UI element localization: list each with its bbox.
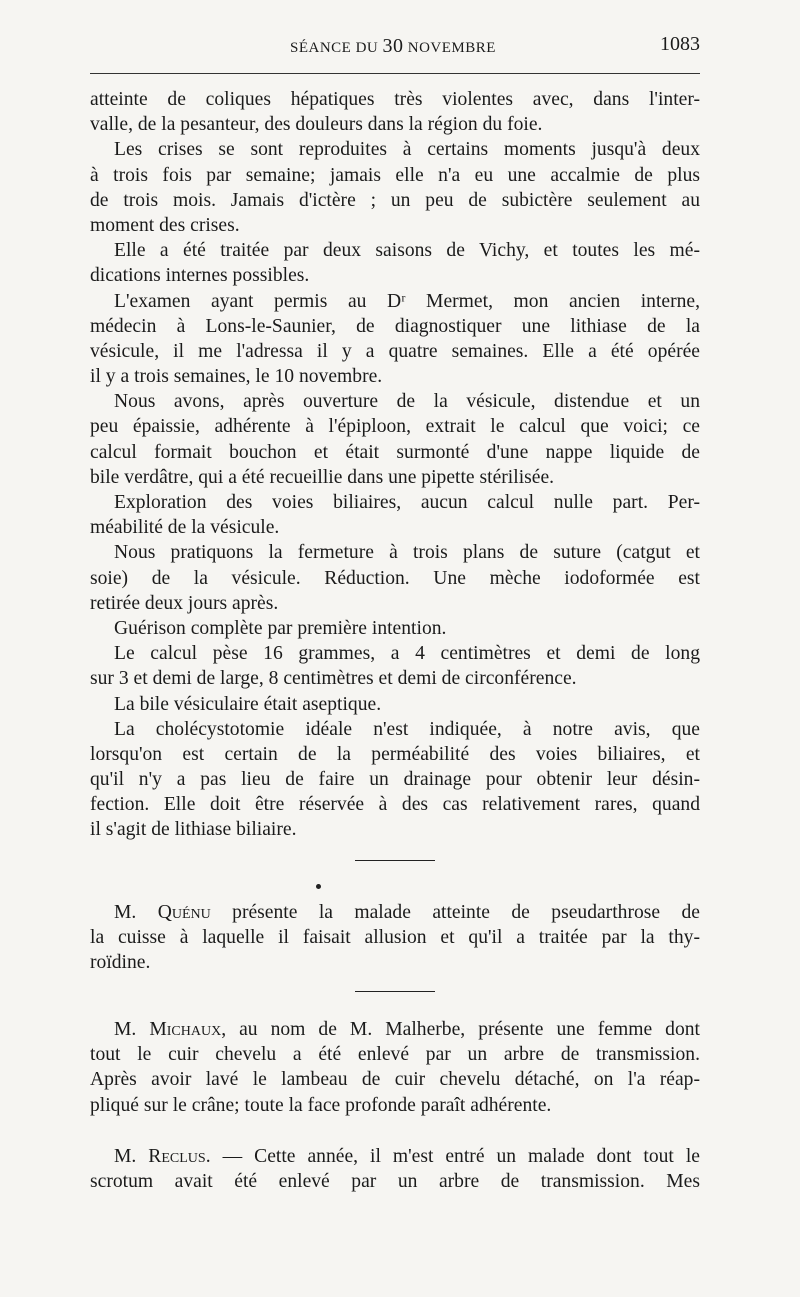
- text-line: vésicule, il me l'adressa il y a quatre semaines. Elle a été opérée: [90, 340, 700, 362]
- text-line: atteinte de coliques hépatiques très violentes avec, dans l'inter-: [90, 89, 700, 110]
- section-separator: [355, 860, 435, 861]
- text-line: scrotum avait été enlevé par un arbre de transmission. Mes: [90, 1171, 700, 1193]
- text-line: L'examen ayant permis au Dʳ Mermet, mon ancien interne,: [114, 290, 700, 312]
- text-fragment: présente la malade atteinte de pseudarthrose de: [210, 902, 700, 923]
- section-separator: [355, 991, 435, 992]
- text-line: médecin à Lons-le-Saunier, de diagnostiquer une lithiase de la: [90, 315, 700, 337]
- text-line: dications internes possibles.: [90, 265, 310, 287]
- reclus-paragraph: [90, 1144, 700, 1194]
- text-line: Nous pratiquons la fermeture à trois plans de suture (catgut et: [114, 542, 700, 564]
- speaker-name: M. Michaux: [114, 1019, 222, 1040]
- text-line: méabilité de la vésicule.: [90, 517, 280, 539]
- text-line: lorsqu'on est certain de la perméabilité des voies biliaires, et: [90, 743, 700, 765]
- text-line: bile verdâtre, qui a été recueillie dans une pipette stérilisée.: [90, 466, 555, 488]
- text-line: sur 3 et demi de large, 8 centimètres et demi de circonférence.: [90, 668, 577, 690]
- michaux-paragraph: [90, 1017, 700, 1118]
- running-head-day: 30: [382, 35, 404, 57]
- speaker-name: M. Reclus: [114, 1146, 206, 1167]
- text-line: retirée deux jours après.: [90, 592, 279, 614]
- text-line: peu épaissie, adhérente à l'épiploon, extrait le calcul que voici; ce: [90, 416, 700, 438]
- text-line: qu'il n'y a pas lieu de faire un drainage pour obtenir leur désin-: [90, 769, 700, 791]
- running-head: [290, 35, 496, 58]
- text-line: [90, 1017, 700, 1042]
- case-report-text: [90, 87, 700, 843]
- text-line: il s'agit de lithiase biliaire.: [90, 819, 297, 841]
- text-fragment: , au nom de M. Malherbe, présente une femme dont: [221, 1019, 700, 1040]
- text-line: de trois mois. Jamais d'ictère ; un peu de subictère seulement au: [90, 189, 700, 211]
- text-line: [90, 1144, 700, 1169]
- quenu-paragraph: [90, 900, 700, 976]
- text-line: soie) de la vésicule. Réduction. Une mèche iodoformée est: [90, 567, 700, 589]
- text-line: tout le cuir chevelu a été enlevé par un arbre de transmission.: [90, 1044, 700, 1066]
- text-line: La bile vésiculaire était aseptique.: [114, 693, 382, 715]
- text-line: Exploration des voies biliaires, aucun calcul nulle part. Per-: [114, 492, 700, 513]
- text-line: il y a trois semaines, le 10 novembre.: [90, 366, 383, 388]
- text-line: moment des crises.: [90, 214, 240, 236]
- text-line: [90, 900, 700, 925]
- text-line: Les crises se sont reproduites à certains moments jusqu'à deux: [114, 139, 700, 161]
- page-header: [90, 33, 700, 59]
- page-number: 1083: [660, 33, 700, 55]
- text-line: la cuisse à laquelle il faisait allusion et qu'il a traitée par la thy-: [90, 927, 700, 949]
- text-line: fection. Elle doit être réservée à des cas relativement rares, quand: [90, 794, 700, 816]
- text-line: La cholécystotomie idéale n'est indiquée, à notre avis, que: [114, 718, 700, 740]
- text-line: Après avoir lavé le lambeau de cuir chevelu détaché, on l'a réap-: [90, 1069, 700, 1091]
- text-line: calcul formait bouchon et était surmonté d'une nappe liquide de: [90, 441, 700, 463]
- ink-dot: [316, 884, 321, 889]
- text-fragment: . — Cette année, il m'est entré un malade dont tout le: [205, 1146, 700, 1167]
- text-line: roïdine.: [90, 952, 151, 974]
- text-line: Le calcul pèse 16 grammes, a 4 centimètres et demi de long: [114, 643, 700, 665]
- text-line: Nous avons, après ouverture de la vésicule, distendue et un: [114, 391, 700, 413]
- running-head-post: NOVEMBRE: [403, 40, 496, 56]
- text-line: pliqué sur le crâne; toute la face profonde paraît adhérente.: [90, 1094, 552, 1116]
- text-line: Guérison complète par première intention.: [114, 617, 447, 639]
- text-line: valle, de la pesanteur, des douleurs dans la région du foie.: [90, 114, 543, 136]
- text-line: à trois fois par semaine; jamais elle n'a eu une accalmie de plus: [90, 164, 700, 186]
- header-rule: [90, 73, 700, 74]
- speaker-name: M. Quénu: [114, 902, 211, 923]
- running-head-pre: SÉANCE DU: [290, 40, 383, 56]
- text-line: Elle a été traitée par deux saisons de Vichy, et toutes les mé-: [114, 240, 700, 262]
